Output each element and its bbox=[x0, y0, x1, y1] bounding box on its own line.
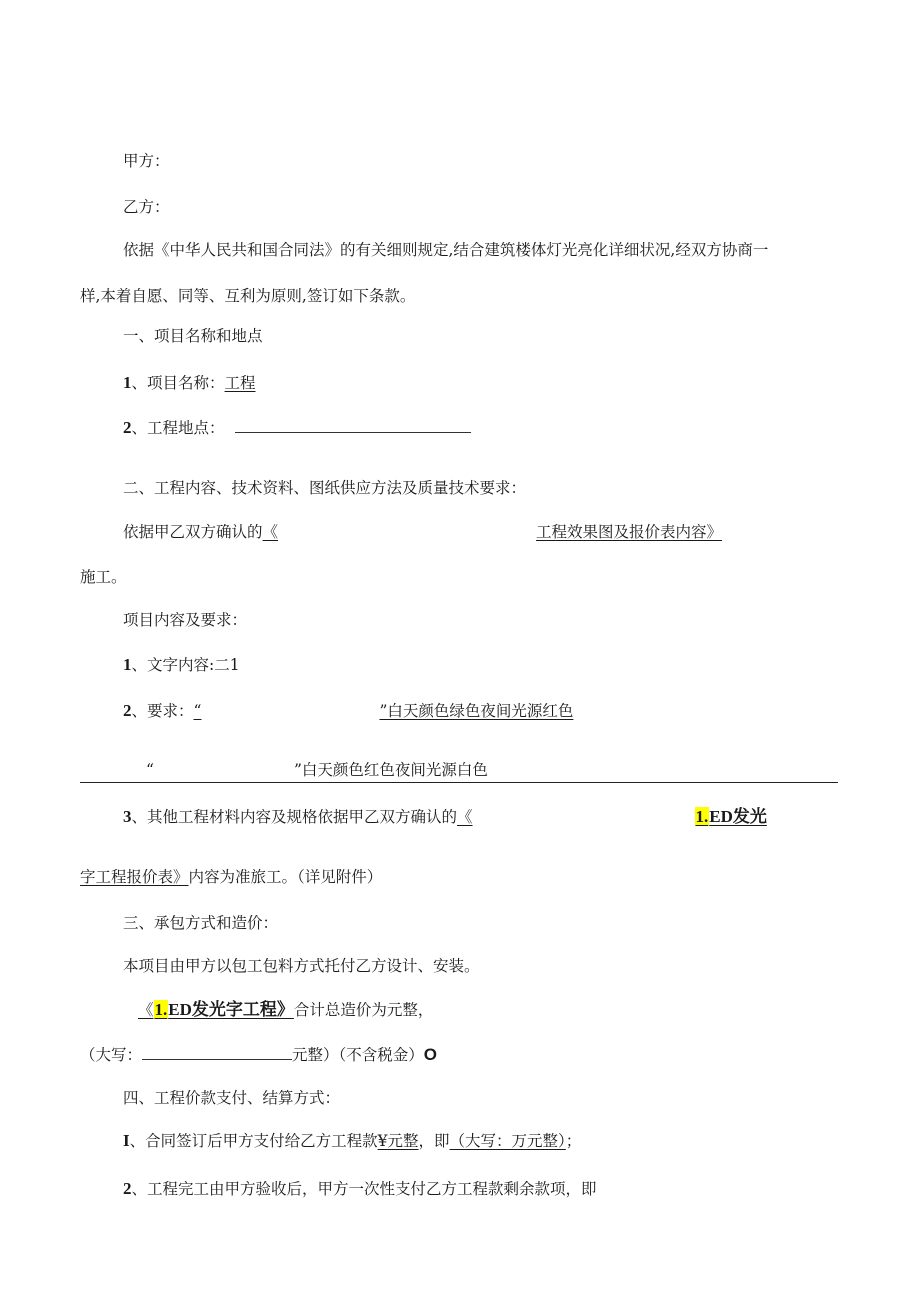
other-materials-text: 、其他工程材料内容及规格依据甲乙双方确认的 bbox=[131, 808, 458, 826]
highlight-mark: 1. bbox=[695, 807, 709, 826]
item-number: I bbox=[123, 1131, 130, 1150]
requirement-row-1 bbox=[123, 700, 573, 722]
circle-mark: O bbox=[423, 1045, 438, 1064]
payment-1-amount: ¥元整 bbox=[377, 1132, 419, 1150]
requirement-label: 、要求： bbox=[131, 702, 194, 720]
contract-mode-text: 本项目由甲方以包工包料方式托付乙方设计、安装。 bbox=[123, 957, 480, 975]
amount-in-words-row bbox=[80, 1043, 437, 1066]
requirement-row-2 bbox=[146, 759, 488, 781]
item-number: 2 bbox=[123, 418, 132, 437]
other-materials-row bbox=[123, 806, 767, 828]
item-number: 2 bbox=[123, 1179, 132, 1198]
party-a-label: 甲方： bbox=[123, 152, 170, 170]
highlight-mark: 1. bbox=[154, 1000, 168, 1019]
item-number: 2 bbox=[123, 701, 132, 720]
item-number: 3 bbox=[123, 807, 132, 826]
quote-table-title: 字工程报价表》 bbox=[80, 868, 189, 886]
project-location-row bbox=[123, 416, 471, 439]
section-4-title: 四、工程价款支付、结算方式： bbox=[123, 1089, 341, 1107]
payment-1-text: 、合同签订后甲方支付给乙方工程款 bbox=[129, 1132, 378, 1150]
project-name-row bbox=[123, 372, 256, 394]
payment-1-amount-in-words: （大写：万元整） bbox=[449, 1132, 566, 1150]
amount-in-words-blank[interactable] bbox=[142, 1043, 292, 1060]
quote-table-rest: 内容为准旅工。（详见附件） bbox=[188, 868, 383, 886]
requirement-1-text: “ ”白天颜色绿色夜间光源红色 bbox=[193, 702, 574, 720]
project-location-blank[interactable] bbox=[235, 416, 471, 433]
payment-2-text: 、工程完工由甲方验收后，甲方一次性支付乙方工程款剩余款项，即 bbox=[131, 1180, 597, 1198]
section-1-title: 一、项目名称和地点 bbox=[123, 327, 263, 345]
other-materials-doc-title: 《 1.ED发光 bbox=[457, 807, 767, 826]
payment-1-mid: ，即 bbox=[418, 1132, 450, 1150]
intro-paragraph-line-1: 依据《中华人民共和国合同法》的有关细则规定,结合建筑楼体灯光亮化详细状况,经双方协商一 bbox=[123, 241, 769, 259]
construct-text: 施工。 bbox=[80, 568, 127, 586]
other-materials-row-2 bbox=[80, 866, 382, 888]
content-title: 项目内容及要求： bbox=[123, 611, 248, 629]
project-name-label: 、项目名称： bbox=[131, 374, 225, 392]
section-2-title: 二、工程内容、技术资料、图纸供应方法及质量技术要求： bbox=[123, 479, 527, 497]
payment-1-end: ； bbox=[565, 1132, 582, 1150]
party-b-label: 乙方： bbox=[123, 198, 170, 216]
total-price-text: 合计总造价为元整， bbox=[293, 1001, 434, 1019]
amount-in-words-suffix: 元整）（不含税金） bbox=[292, 1046, 424, 1064]
horizontal-rule bbox=[80, 782, 838, 783]
requirement-2-text: ”白天颜色红色夜间光源白色 bbox=[293, 761, 488, 779]
intro-paragraph-line-2: 样,本着自愿、同等、互利为原则,签订如下条款。 bbox=[80, 287, 416, 305]
section-3-title: 三、承包方式和造价： bbox=[123, 914, 279, 932]
project-title-ref: 《1.ED发光字工程》 bbox=[138, 1000, 294, 1019]
content-text: 、文字内容:二1 bbox=[131, 656, 240, 674]
amount-in-words-prefix: （大写： bbox=[80, 1046, 143, 1064]
basis-prefix: 依据甲乙双方确认的 bbox=[123, 523, 263, 541]
payment-row-2 bbox=[123, 1178, 597, 1200]
basis-row bbox=[123, 521, 722, 543]
item-number: 1 bbox=[123, 373, 132, 392]
payment-row-1 bbox=[123, 1130, 581, 1152]
content-text-row bbox=[123, 654, 240, 676]
project-name-value: 工程 bbox=[224, 374, 256, 392]
project-location-label: 、工程地点： bbox=[131, 419, 225, 437]
item-number: 1 bbox=[123, 655, 132, 674]
basis-document-title: 《 工程效果图及报价表内容》 bbox=[262, 523, 723, 541]
total-price-row bbox=[138, 999, 433, 1021]
requirement-2-open-quote: “ bbox=[146, 761, 154, 779]
